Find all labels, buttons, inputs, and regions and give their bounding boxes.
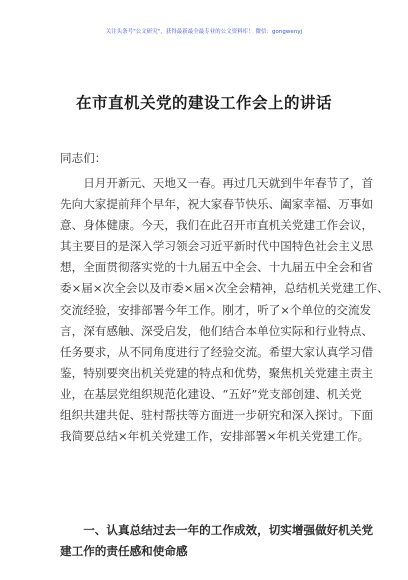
salutation: 同志们： bbox=[60, 151, 107, 165]
paragraph-line: 日月开新元、天地又一春。再过几天就到牛年春节了，首 bbox=[60, 176, 374, 190]
paragraph-1 bbox=[60, 173, 389, 447]
section-heading-line: 建工作的责任感和使命感 bbox=[60, 544, 188, 558]
paragraph-line: 委×届×次全会以及市委×届×次全会精神，总结机关党建工作、 bbox=[60, 281, 389, 296]
paragraph-line: 言，深有感触、深受启发，他们结合本单位实际和行业特点、 bbox=[60, 323, 374, 338]
paragraph-line: 任务要求，从不同角度进行了经验交流。希望大家认真学习借 bbox=[60, 344, 374, 359]
section-heading-1 bbox=[60, 520, 374, 562]
paragraph-line: 意、身体健康。今天，我们在此召开市直机关党建工作会议， bbox=[60, 218, 374, 233]
paragraph-line: 先向大家提前拜个早年，祝大家春节快乐、阖家幸福、万事如 bbox=[60, 197, 374, 212]
paragraph-line: 交流经验，安排部署今年工作。刚才，听了×个单位的交流发 bbox=[60, 302, 372, 317]
section-heading-line: 一、认真总结过去一年的工作成效，切实增强做好机关党 bbox=[60, 523, 374, 537]
document-title: 在市直机关党的建设工作会上的讲话 bbox=[75, 93, 332, 112]
paragraph-line: 想，全面贯彻落实党的十九届五中全会、十九届五中全会和省 bbox=[60, 260, 374, 275]
paragraph-line: 组织共建共促、驻村帮扶等方面进一步研究和深入探讨。下面 bbox=[60, 408, 374, 423]
header-note: 关注头条号"公文研究"，获得最新最全最专业的公文资料库！ 微信：gongwenyj bbox=[105, 29, 303, 35]
paragraph-line: 我简要总结×年机关党建工作，安排部署×年机关党建工作。 bbox=[60, 429, 370, 444]
paragraph-line: 其主要目的是深入学习领会习近平新时代中国特色社会主义思 bbox=[60, 239, 374, 254]
paragraph-line: 鉴，特别要突出机关党建的特点和优势，聚焦机关党建主责主 bbox=[60, 365, 374, 380]
paragraph-line: 业，在基层党组织规范化建设、“五好”党支部创建、机关党 bbox=[60, 386, 362, 401]
